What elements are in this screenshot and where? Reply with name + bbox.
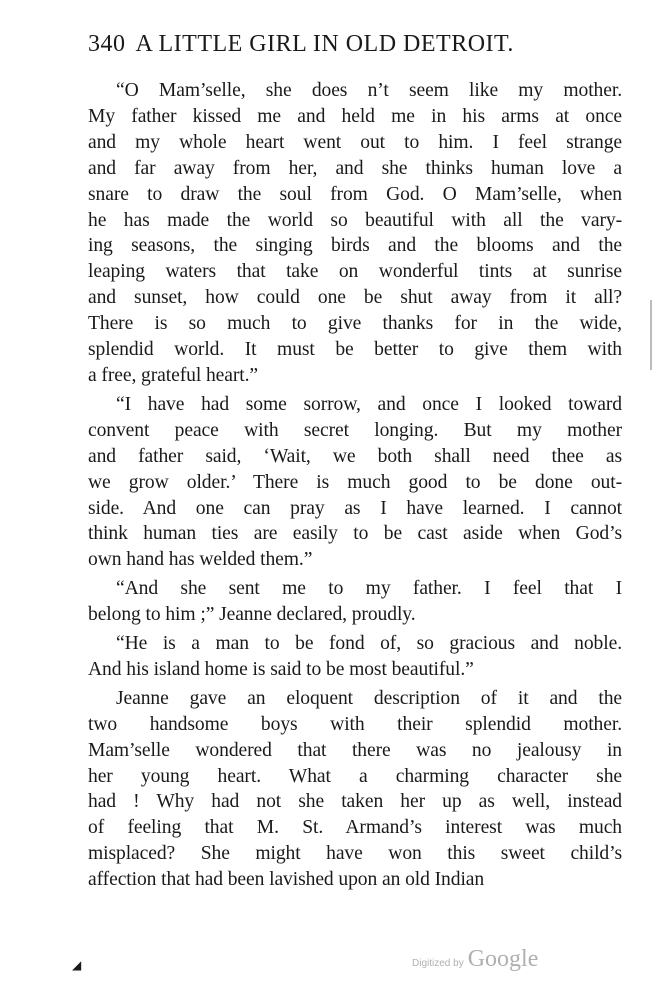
text-line: There is so much to give thanks for in the wide, — [88, 313, 622, 335]
text-line: and sunset, how could one be shut away from it all? — [88, 287, 622, 309]
text-line: Mam’selle wondered that there was no jealousy in — [88, 739, 622, 761]
text-line: Jeanne gave an eloquent description of it and the — [116, 687, 622, 709]
watermark-prefix: Digitized by — [412, 958, 464, 969]
book-page — [88, 30, 622, 896]
text-line: he has made the world so beautiful with all the vary- — [88, 209, 622, 231]
google-logo: Google — [467, 946, 539, 972]
paragraph — [88, 631, 622, 683]
text-line: convent peace with secret longing. But my mother — [88, 419, 622, 441]
text-line: affection that had been lavished upon an old Indian — [88, 869, 485, 891]
text-line: splendid world. It must be better to give them with — [88, 339, 622, 361]
page-number: 340 — [88, 31, 126, 57]
text-line: “O Mam’selle, she does n’t seem like my mother. — [116, 80, 622, 101]
text-line: snare to draw the soul from God. O Mam’selle, when — [88, 183, 622, 205]
body-text — [88, 78, 622, 893]
digitization-watermark — [412, 946, 538, 973]
text-line: and father said, ‘Wait, we both shall need thee as — [88, 445, 622, 467]
running-title: A LITTLE GIRL IN OLD DETROIT. — [135, 31, 514, 57]
text-line: and my whole heart went out to him. I feel strange — [88, 131, 622, 153]
text-line: “And she sent me to my father. I feel that I — [116, 578, 622, 600]
text-line: “I have had some sorrow, and once I looked toward — [116, 393, 622, 415]
scan-edge-rule — [650, 300, 652, 370]
text-line: think human ties are easily to be cast aside when God’s — [88, 523, 622, 545]
text-line: misplaced? She might have won this sweet child’s — [88, 843, 622, 865]
paragraph — [88, 686, 622, 893]
paragraph — [88, 392, 622, 573]
text-line: leaping waters that take on wonderful tints at sunrise — [88, 261, 622, 283]
text-line: and far away from her, and she thinks human love a — [88, 157, 622, 179]
text-line: “He is a man to be fond of, so gracious and noble. — [116, 633, 622, 655]
gutter-mark: ◢ — [72, 958, 82, 972]
paragraph — [88, 576, 622, 628]
text-line: a free, grateful heart.” — [88, 364, 259, 386]
text-line: ing seasons, the singing birds and the blooms and the — [88, 235, 622, 257]
text-line: And his island home is said to be most beautiful.” — [88, 658, 474, 680]
running-head — [88, 30, 622, 58]
text-line: side. And one can pray as I have learned. I cannot — [88, 497, 622, 519]
text-line: belong to him ;” Jeanne declared, proudly. — [88, 604, 416, 626]
text-line: we grow older.’ There is much good to be done out- — [88, 471, 622, 493]
text-line: own hand has welded them.” — [88, 549, 313, 571]
paragraph — [88, 78, 622, 389]
text-line: her young heart. What a charming character she — [88, 765, 622, 787]
text-line: had ! Why had not she taken her up as well, instead — [88, 791, 622, 813]
text-line: My father kissed me and held me in his arms at once — [88, 105, 622, 127]
text-line: of feeling that M. St. Armand’s interest was much — [88, 817, 622, 839]
text-line: two handsome boys with their splendid mother. — [88, 713, 622, 735]
